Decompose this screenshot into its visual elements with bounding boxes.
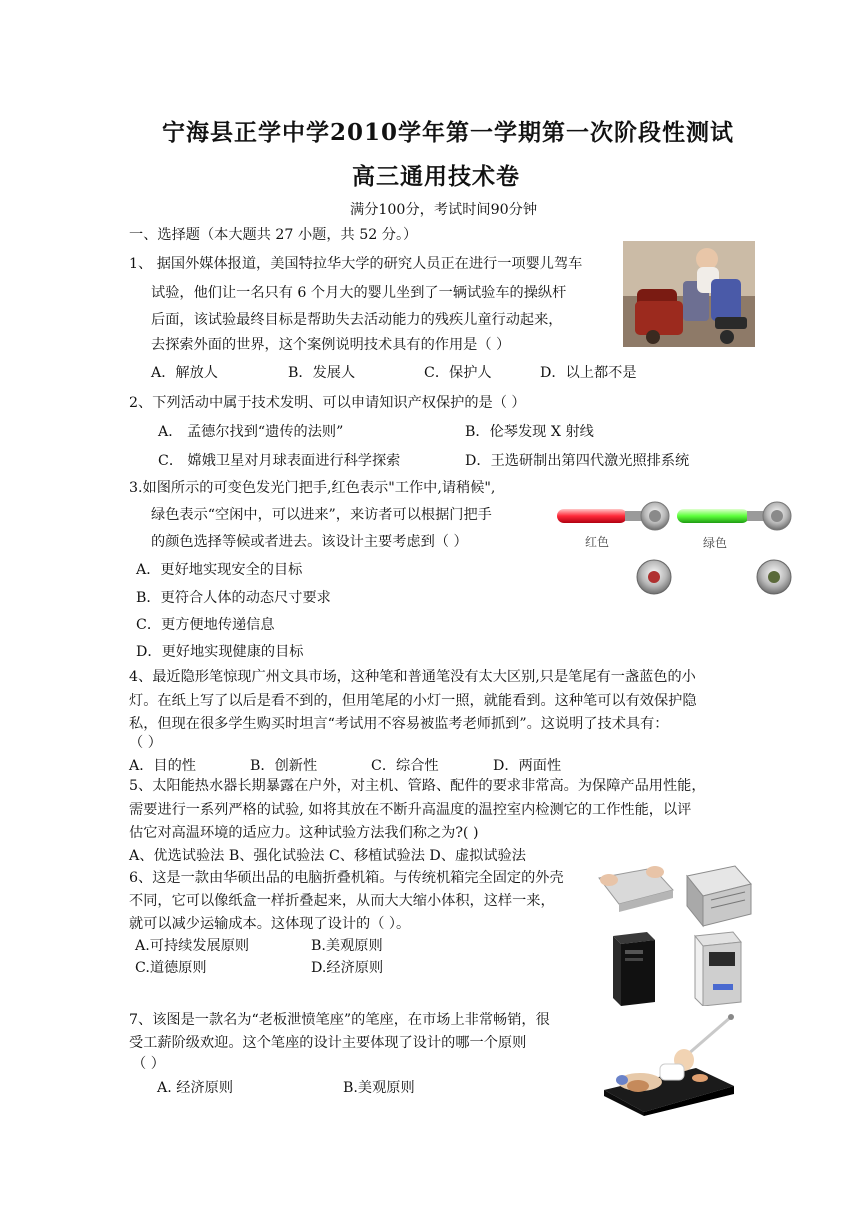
q7-option-b: B.美观原则: [343, 1080, 415, 1096]
q5-line-1: 5、太阳能热水器长期暴露在户外，对主机、管路、配件的要求非常高。为保障产品用性能，: [129, 778, 706, 794]
q5-line-2: 需要进行一系列严格的试验, 如将其放在不断升高温度的温控室内检测它的工作性能，以评: [129, 802, 692, 818]
score-info: 满分100分，考试时间90分钟: [350, 202, 538, 218]
q5-options: A、优选试验法 B、强化试验法 C、移植试验法 D、虚拟试验法: [129, 848, 526, 864]
q6-line-1: 6、这是一款由华硕出品的电脑折叠机箱。与传统机箱完全固定的外壳: [129, 870, 564, 886]
q1-line-2: 试验，他们让一名只有 6 个月大的婴儿坐到了一辆试验车的操纵杆: [151, 285, 567, 301]
q2-option-d: D．王选研制出第四代激光照排系统: [465, 453, 690, 469]
red-light-bar: [557, 509, 627, 523]
q3-option-d: D．更好地实现健康的目标: [136, 644, 304, 660]
q1-line-1: 1、 据国外媒体报道，美国特拉华大学的研究人员正在进行一项婴儿驾车: [129, 256, 583, 272]
exam-title: 宁海县正学中学2010学年第一学期第一次阶段性测试: [162, 119, 735, 146]
q4-option-c: C．综合性: [371, 758, 439, 774]
q1-line-4: 去探索外面的世界，这个案例说明技术具有的作用是（ ）: [151, 337, 511, 353]
q7-option-a: A. 经济原则: [157, 1080, 234, 1096]
green-light-bar: [677, 509, 749, 523]
door-handle-illustration: [547, 487, 797, 605]
q3-line-3: 的颜色选择等候或者进去。该设计主要考虑到（ ）: [151, 534, 468, 550]
q4-line-1: 4、最近隐形笔惊现广州文具市场，这种笔和普通笔没有太大区别,只是笔尾有一盏蓝色的小: [129, 669, 696, 685]
folding-case-photos: [595, 860, 755, 1006]
q6-option-c: C.道德原则: [135, 960, 207, 976]
q6-line-2: 不同，它可以像纸盒一样折叠起来，从而大大缩小体积，这样一来，: [129, 893, 555, 909]
q3-line-1: 3.如图所示的可变色发光门把手,红色表示"工作中,请稍候",: [129, 480, 496, 496]
q4-line-4: （ ）: [129, 735, 162, 751]
q3-option-b: B．更符合人体的动态尺寸要求: [136, 590, 331, 606]
q4-line-2: 灯。在纸上写了以后是看不到的，但用笔尾的小灯一照，就能看到。这种笔可以有效保护隐: [129, 693, 697, 709]
q3-option-c: C．更方便地传递信息: [136, 617, 275, 633]
q2-stem: 2、下列活动中属于技术发明、可以申请知识产权保护的是（ ）: [129, 395, 526, 411]
q4-line-3: 私，但现在很多学生购买时坦言“考试用不容易被监考老师抓到”。这说明了技术具有：: [129, 716, 669, 732]
q4-option-d: D．两面性: [493, 758, 562, 774]
q7-line-2: 受工薪阶级欢迎。这个笔座的设计主要体现了设计的哪一个原则: [129, 1035, 527, 1051]
q1-option-b: B．发展人: [288, 365, 356, 381]
label-green: 绿色: [703, 536, 728, 550]
q7-line-1: 7、该图是一款名为“老板泄愤笔座”的笔座，在市场上非常畅销，很: [129, 1012, 550, 1028]
q4-option-b: B．创新性: [250, 758, 318, 774]
q3-option-a: A．更好地实现安全的目标: [136, 562, 303, 578]
q1-line-3: 后面，该试验最终目标是帮助失去活动能力的残疾儿童行动起来，: [151, 312, 563, 328]
boss-pen-holder-photo: [600, 1010, 738, 1116]
q2-option-b: B．伦琴发现 X 射线: [465, 424, 594, 440]
baby-car-photo: [623, 241, 755, 347]
q1-option-a: A．解放人: [151, 365, 218, 381]
q1-option-d: D．以上都不是: [540, 365, 637, 381]
q6-option-b: B.美观原则: [311, 938, 383, 954]
q4-option-a: A．目的性: [129, 758, 196, 774]
label-red: 红色: [585, 535, 610, 549]
q3-line-2: 绿色表示“空闲中，可以进来”，来访者可以根据门把手: [151, 507, 492, 523]
exam-subtitle: 高三通用技术卷: [352, 163, 520, 190]
q5-line-3: 估它对高温环境的适应力。这种试验方法我们称之为?( ): [129, 825, 479, 841]
section-heading: 一、选择题（本大题共 27 小题，共 52 分。）: [129, 227, 418, 243]
q6-option-d: D.经济原则: [311, 960, 384, 976]
q6-option-a: A.可持续发展原则: [135, 938, 250, 954]
q7-line-3: （ ）: [132, 1056, 165, 1072]
q1-option-c: C．保护人: [424, 365, 492, 381]
q2-option-a: A． 孟德尔找到“遗传的法则”: [158, 424, 344, 440]
q6-line-3: 就可以减少运输成本。这体现了设计的（ ）。: [129, 916, 411, 932]
q2-option-c: C． 嫦娥卫星对月球表面进行科学探索: [158, 453, 401, 469]
